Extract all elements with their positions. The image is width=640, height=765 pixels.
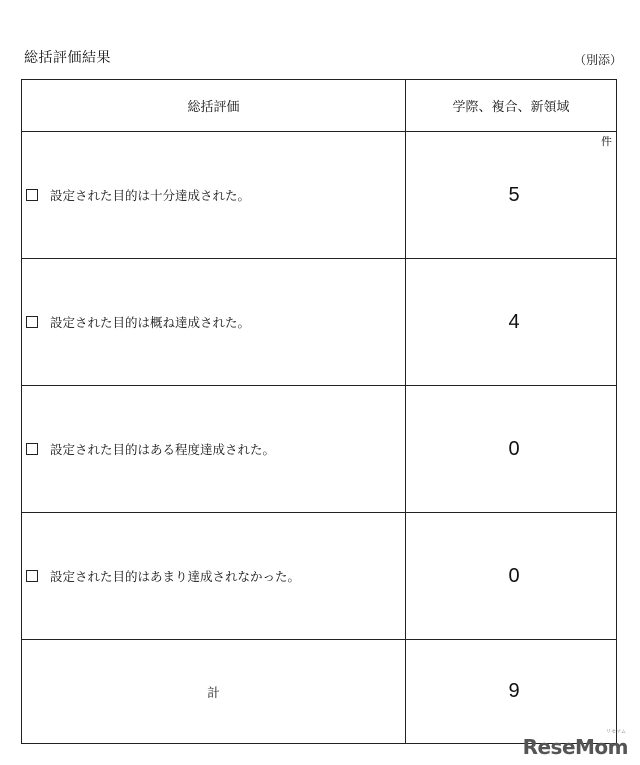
checkbox-icon <box>26 189 38 201</box>
header-category: 学際、複合、新領域 <box>406 80 617 132</box>
table-row <box>22 513 617 640</box>
total-count-cell <box>406 640 617 744</box>
row-count: 4 <box>508 310 520 333</box>
row-count-cell <box>406 259 617 386</box>
header-evaluation: 総括評価 <box>22 80 406 132</box>
row-label-cell <box>22 386 406 513</box>
evaluation-results-table <box>21 79 617 744</box>
total-label: 計 <box>22 640 406 744</box>
row-label: 設定された目的はあまり達成されなかった。 <box>50 569 301 584</box>
row-label: 設定された目的はある程度達成された。 <box>50 442 276 457</box>
table-row <box>22 132 617 259</box>
row-label-cell <box>22 259 406 386</box>
row-count: 5 <box>508 183 520 206</box>
row-count: 0 <box>508 564 520 587</box>
table-row <box>22 386 617 513</box>
checkbox-icon <box>26 570 38 582</box>
appendix-label: （別添） <box>573 53 622 67</box>
unit-label: 件 <box>601 135 612 148</box>
table-header-row <box>22 80 617 132</box>
row-count: 0 <box>508 437 520 460</box>
total-row <box>22 640 617 744</box>
row-label: 設定された目的は十分達成された。 <box>50 188 251 203</box>
watermark-kana: リセマム <box>606 729 626 735</box>
row-label-cell <box>22 513 406 640</box>
table-row <box>22 259 617 386</box>
row-label: 設定された目的は概ね達成された。 <box>50 315 251 330</box>
row-count-cell <box>406 386 617 513</box>
checkbox-icon <box>26 443 38 455</box>
resemom-watermark-logo: ReseMom <box>522 735 628 759</box>
row-label-cell <box>22 132 406 259</box>
row-count-cell <box>406 513 617 640</box>
checkbox-icon <box>26 316 38 328</box>
row-count-cell <box>406 132 617 259</box>
total-count: 9 <box>508 680 520 702</box>
document-title: 総括評価結果 <box>24 50 111 66</box>
